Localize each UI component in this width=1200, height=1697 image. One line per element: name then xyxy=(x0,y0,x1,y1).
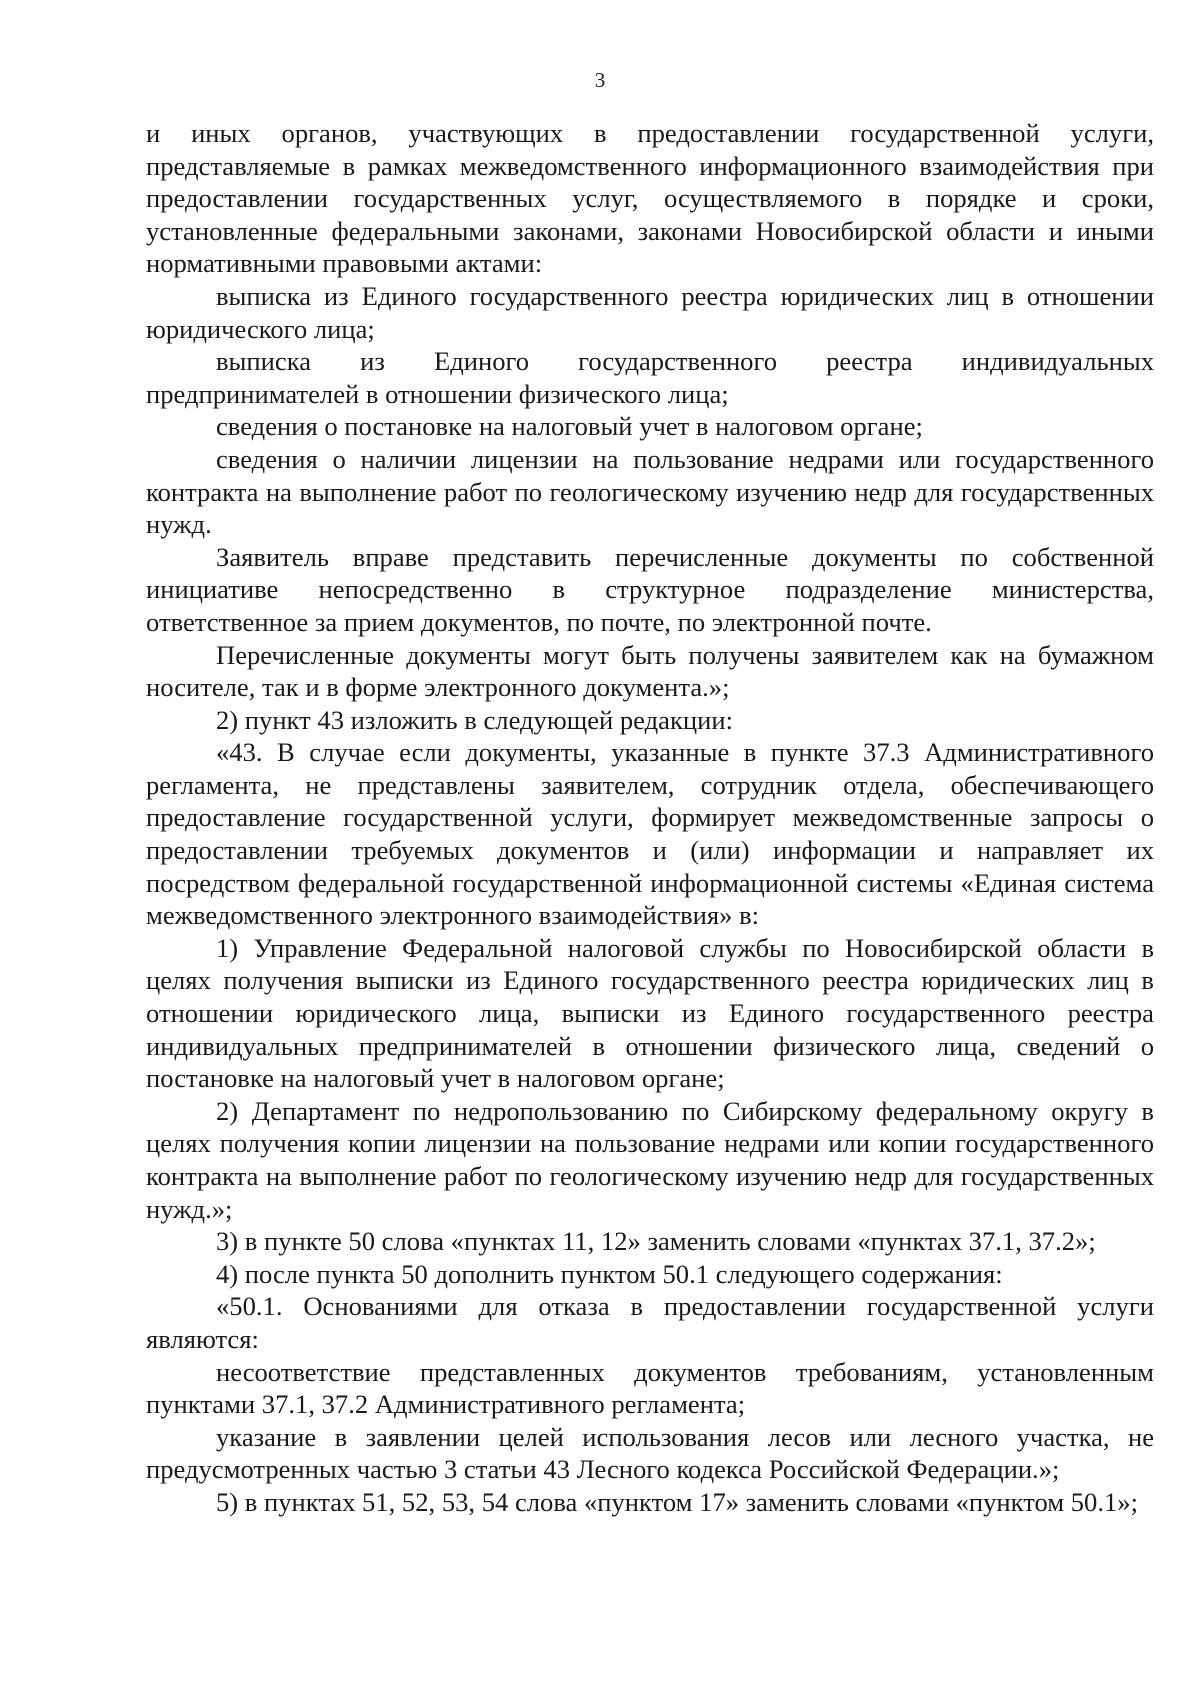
paragraph: 3) в пункте 50 слова «пунктах 11, 12» заменить словами «пунктах 37.1, 37.2»; xyxy=(216,1226,1096,1257)
paragraph: выписка из Единого государственного реестра юридических лиц в отношении юридического лица; xyxy=(146,280,1154,344)
paragraph: 5) в пунктах 51, 52, 53, 54 слова «пунктом 17» заменить словами «пунктом 50.1»; xyxy=(216,1486,1138,1517)
document-body xyxy=(146,117,1154,1519)
paragraph: Заявитель вправе представить перечисленные документы по собственной инициативе непосредственно в структурное подразделение министерства, ответственное за прием документов, по почте, по электронной почте. xyxy=(146,541,1154,637)
paragraph: несоответствие представленных документов требованиям, установленным пунктами 37.1, 37.2 Административного регламента; xyxy=(146,1356,1154,1420)
paragraph: выписка из Единого государственного реестра индивидуальных предпринимателей в отношении физического лица; xyxy=(146,346,1154,409)
paragraph: 4) после пункта 50 дополнить пунктом 50.1 следующего содержания: xyxy=(216,1258,1003,1289)
paragraph: 1) Управление Федеральной налоговой службы по Новосибирской области в целях получения выписки из Единого государственного реестра юридических лиц в отношении юридического лица, выписки из Единого государственного реестра индивидуальных предпринимателей в отношении физического лица, сведений о постановке на налоговый учет в налоговом органе; xyxy=(146,932,1154,1094)
paragraph: 2) пункт 43 изложить в следующей редакции: xyxy=(216,704,733,735)
paragraph: Перечисленные документы могут быть получены заявителем как на бумажном носителе, так и в форме электронного документа.»; xyxy=(146,639,1154,703)
page-number: 3 xyxy=(594,68,606,92)
paragraph: сведения о наличии лицензии на пользование недрами или государственного контракта на выполнение работ по геологическому изучению недр для государственных нужд. xyxy=(146,443,1154,540)
paragraph: «50.1. Основаниями для отказа в предоставлении государственной услуги являются: xyxy=(146,1291,1154,1354)
paragraph: «43. В случае если документы, указанные в пункте 37.3 Административного регламента, не представлены заявителем, сотрудник отдела, обеспечивающего предоставление государственной услуги, формирует межведомственные запросы о предоставлении требуемых документов и (или) информации и направляет их посредством федеральной государственной информационной системы «Единая система межведомственного электронного взаимодействия» в: xyxy=(146,737,1154,931)
paragraph: указание в заявлении целей использования лесов или лесного участка, не предусмотренных частью 3 статьи 43 Лесного кодекса Российской Федерации.»; xyxy=(146,1421,1154,1485)
paragraph: 2) Департамент по недропользованию по Сибирскому федеральному округу в целях получения копии лицензии на пользование недрами или копии государственного контракта на выполнение работ по геологическому изучению недр для государственных нужд.»; xyxy=(146,1095,1154,1224)
paragraph: сведения о постановке на налоговый учет в налоговом органе; xyxy=(216,411,923,442)
paragraph: и иных органов, участвующих в предоставлении государственной услуги, представляемые в рамках межведомственного информационного взаимодействия при предоставлении государственных услуг, осуществляемого в порядке и сроки, установленные федеральными законами, законами Новосибирской области и иными нормативными правовыми актами: xyxy=(146,118,1154,279)
